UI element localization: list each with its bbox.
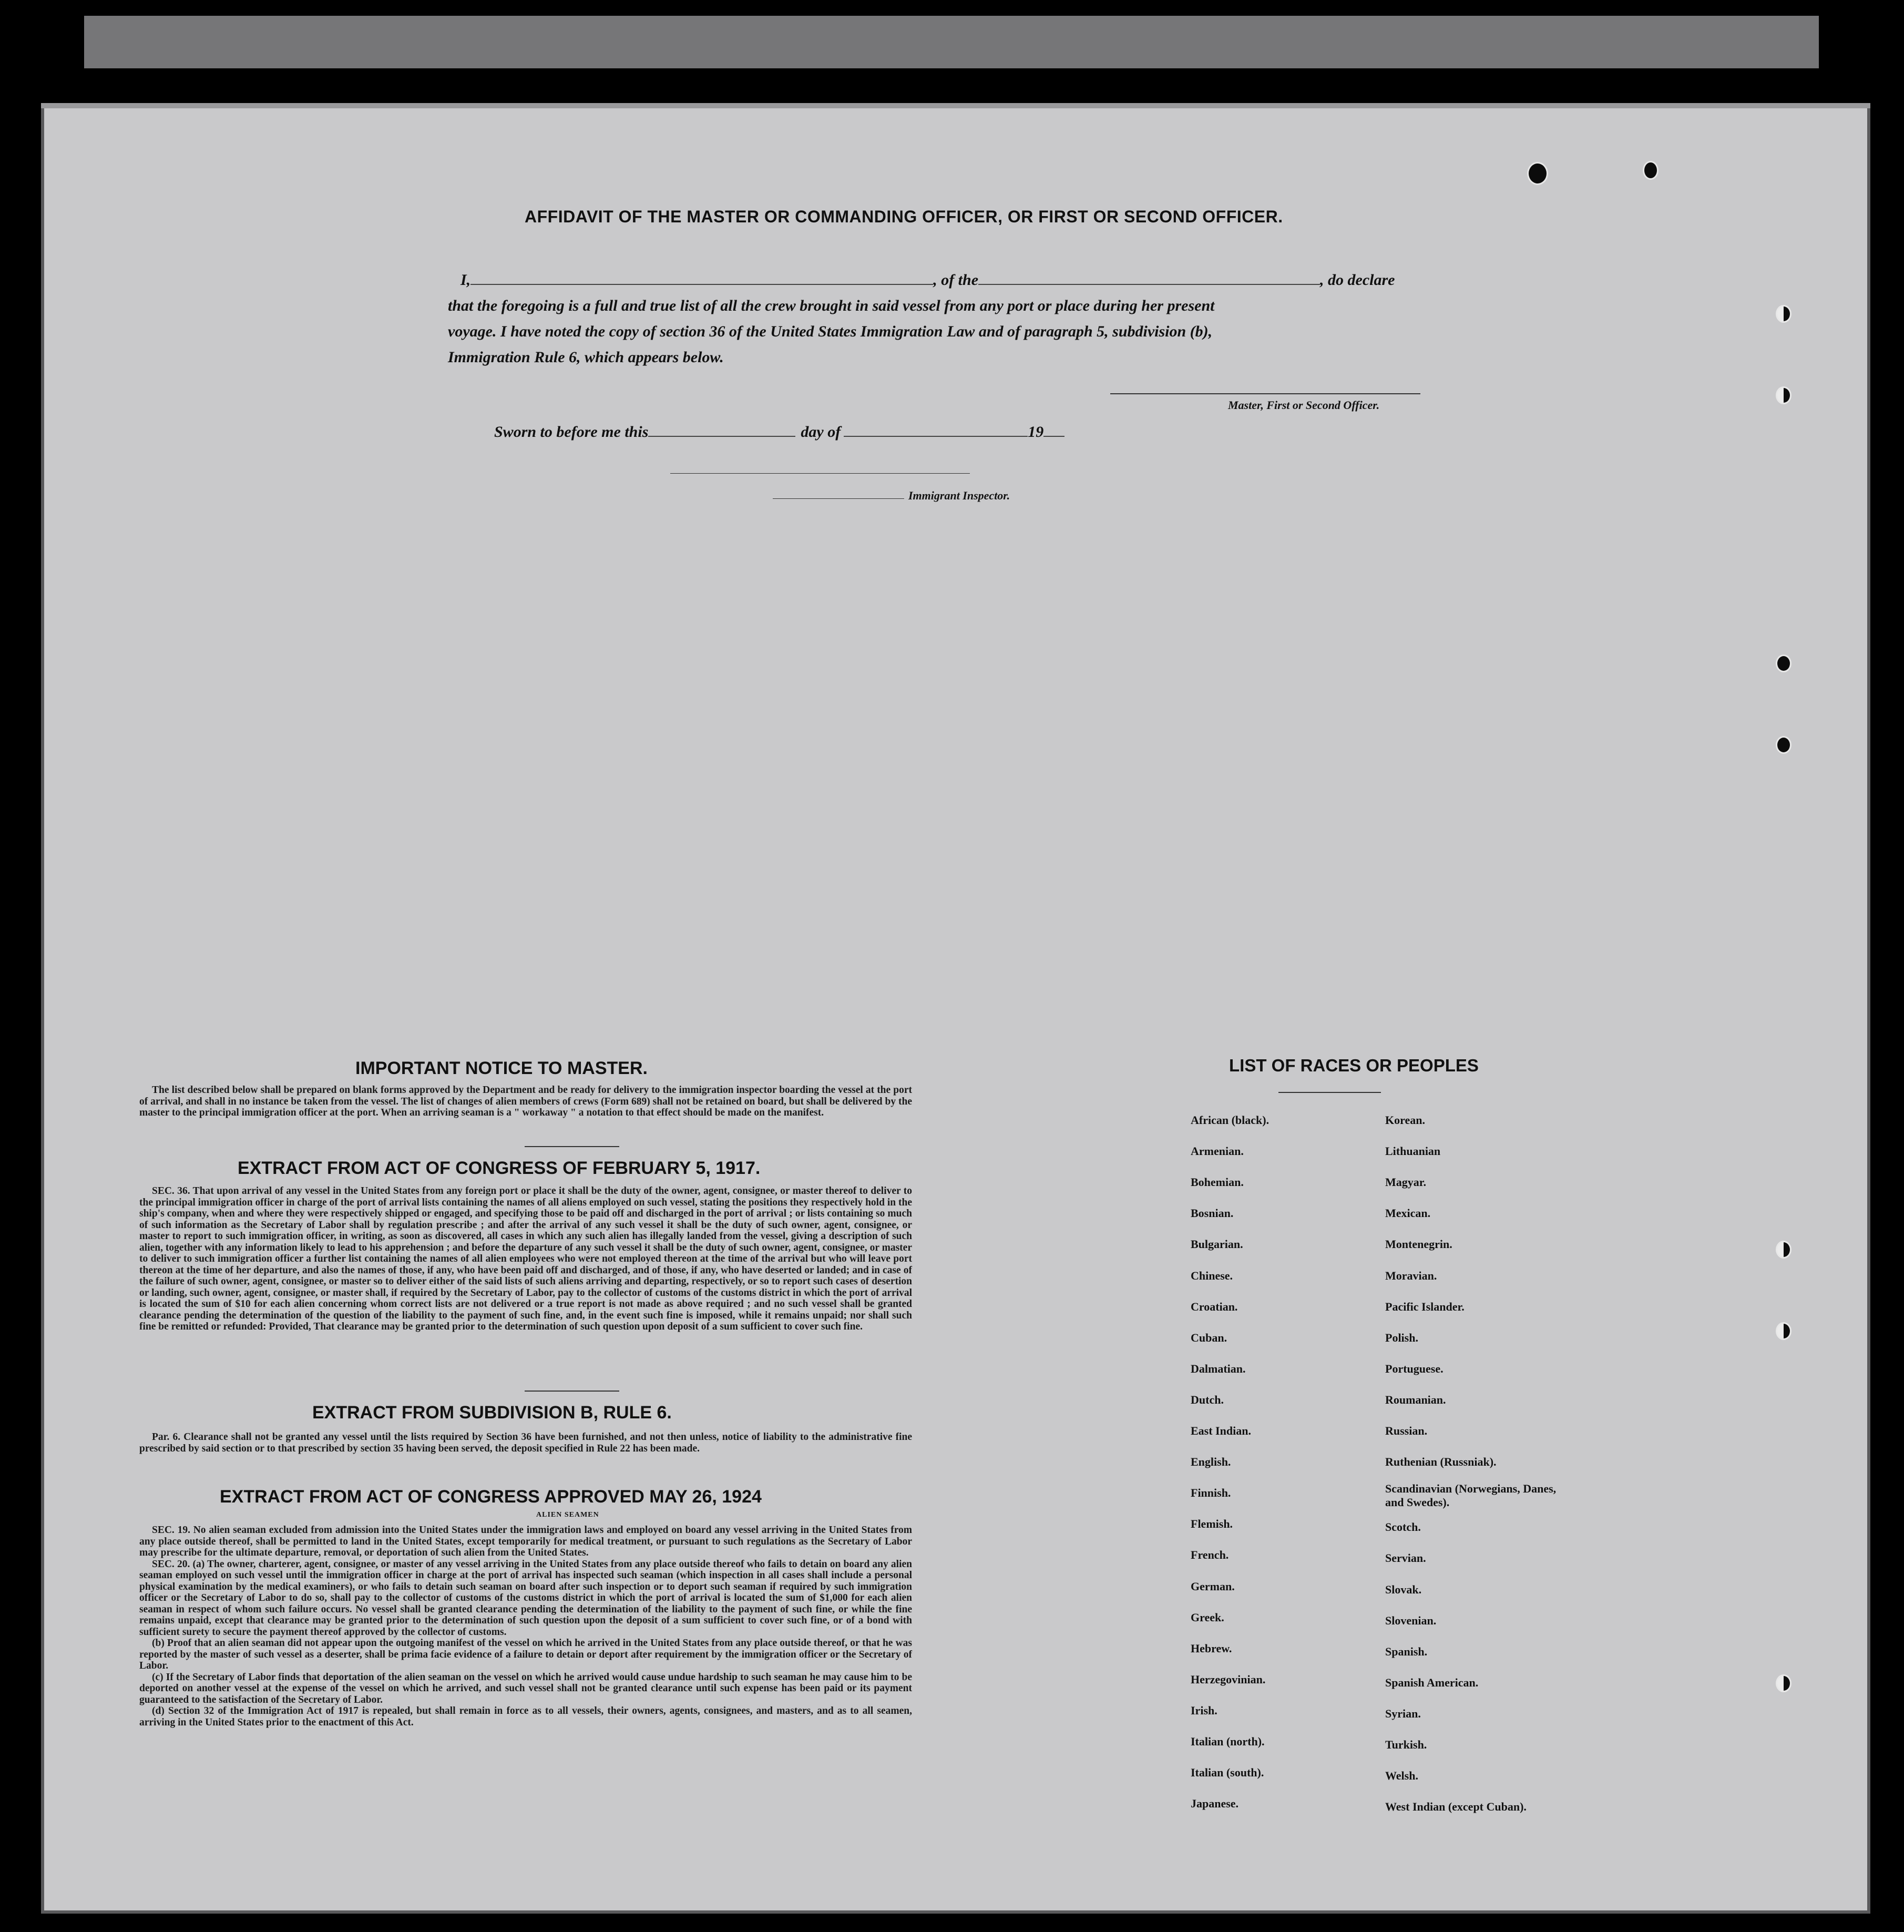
rule-6-text [139, 1432, 912, 1454]
race-item: Irish. [1191, 1703, 1217, 1717]
extract-1924-heading: EXTRACT FROM ACT OF CONGRESS APPROVED MAY 26, 1924 [220, 1487, 762, 1507]
vessel-name-field[interactable] [978, 284, 1320, 285]
race-item: Magyar. [1385, 1175, 1427, 1189]
punch-hole-icon [1776, 386, 1792, 404]
race-item: Slovak. [1385, 1582, 1422, 1596]
extract-1917-text [139, 1185, 912, 1333]
extract-1924-text [139, 1525, 912, 1728]
extract-1924-paragraph: (b) Proof that an alien seaman did not appear upon the outgoing manifest of the vessel on which he arrived in the United States from any place outside thereof, or that he was reported by the master of such vessel as a deserter, shall be prima facie evidence of a failure to detain or deport after requirement by the immigration officer or the Secretary of Labor. [139, 1638, 912, 1671]
race-item: East Indian. [1191, 1424, 1251, 1437]
extract-1924-paragraph: SEC. 20. (a) The owner, charterer, agent, consignee, or master of any vessel arriving in the United States from any place outside thereof who fails to detain on board any alien seaman employed on such vessel until the immigration officer in charge at the port of arrival has inspected such seaman (which inspection in all cases shall include a personal physical examination by the medical examiners), or who fails to detain such seaman on board after such inspection or to deport such seaman if required by such immigration officer or the Secretary of Labor to do so, shall pay to the collector of customs of the customs district in which the port of arrival is located the sum of $1,000 for each alien seaman in respect of whom such failure occurs. No vessel shall be granted clearance pending the determination of the liability to the payment of such fine, or while the fine remains unpaid, except that clearance may be granted prior to the determination of such question upon the deposit of a sum sufficient to cover such fine, or of a bond with sufficient surety to secure the payment thereof approved by the collector of customs. [139, 1558, 912, 1638]
affidavit-line-1 [460, 267, 1395, 293]
race-item: Lithuanian [1385, 1144, 1441, 1158]
race-item: Armenian. [1191, 1144, 1244, 1158]
section-divider [525, 1391, 619, 1392]
race-item: German. [1191, 1579, 1235, 1593]
extract-1924-paragraph: (d) Section 32 of the Immigration Act of 1917 is repealed, but shall remain in force as to all vessels, their owners, agents, consignees, and masters, and as to all seamen, arriving in the United States prior to the enactment of this Act. [139, 1705, 912, 1728]
inspector-signature-line[interactable] [670, 473, 970, 474]
affidavit-line-2: that the foregoing is a full and true list of all the crew brought in said vessel from any port or place during her present [448, 297, 1215, 314]
punch-hole-icon [1776, 1322, 1792, 1340]
notice-heading: IMPORTANT NOTICE TO MASTER. [355, 1058, 648, 1078]
sworn-line [494, 419, 1064, 445]
extract-1917-heading: EXTRACT FROM ACT OF CONGRESS OF FEBRUARY 5, 1917. [238, 1158, 761, 1178]
races-heading: LIST OF RACES OR PEOPLES [1229, 1056, 1479, 1075]
extract-1924-paragraph: (c) If the Secretary of Labor finds that deportation of the alien seaman on the vessel on which he arrived would cause undue hardship to such seaman he may cause him to be deported on another vessel at the expense of the vessel on which he arrived, and such vessel shall not be granted clearance until such expense has been paid or its payment guaranteed to the satisfaction of the Secretary of Labor. [139, 1671, 912, 1705]
page-top-edge [41, 103, 1870, 108]
race-item: Korean. [1385, 1113, 1425, 1127]
race-item: African (black). [1191, 1113, 1270, 1127]
sworn-day-of-label: day of [801, 423, 841, 441]
race-item: Cuban. [1191, 1331, 1227, 1344]
race-item: Syrian. [1385, 1706, 1421, 1720]
sworn-year-label: 19 [1028, 423, 1044, 441]
race-item: Dalmatian. [1191, 1362, 1246, 1375]
race-item: French. [1191, 1548, 1229, 1562]
rule-6-heading: EXTRACT FROM SUBDIVISION B, RULE 6. [312, 1403, 672, 1423]
sworn-prefix: Sworn to before me this [494, 423, 649, 441]
race-item: Pacific Islander. [1385, 1300, 1465, 1313]
race-item: Croatian. [1191, 1300, 1238, 1313]
race-item: Russian. [1385, 1424, 1428, 1437]
race-item: Mexican. [1385, 1207, 1431, 1220]
rule-6-paragraph: Par. 6. Clearance shall not be granted any vessel until the lists required by Section 36 have been furnished, and not then unless, notice of liability to the administrative fine prescribed by said section or to that prescribed by section 35 having been served, the deposit specified in Rule 22 has been made. [139, 1432, 912, 1454]
race-item: West Indian (except Cuban). [1385, 1800, 1527, 1814]
section-divider [525, 1146, 619, 1147]
tear-hole-icon [1527, 162, 1548, 185]
punch-hole-icon [1776, 655, 1792, 672]
tear-hole-icon [1643, 161, 1659, 180]
punch-hole-icon [1776, 305, 1792, 323]
race-item: Scotch. [1385, 1520, 1421, 1534]
master-signature-line[interactable] [1110, 393, 1420, 394]
race-item: Spanish. [1385, 1644, 1428, 1658]
race-item: Roumanian. [1385, 1393, 1446, 1406]
extract-1917-paragraph: SEC. 36. That upon arrival of any vessel in the United States from any foreign port or place it shall be the duty of the owner, agent, consignee, or master thereof to deliver to the principal immigration officer in charge of the port of arrival lists containing the names of all aliens employed on such vessel, stating the positions they respectively hold in the ship's company, when and where they were respectively shipped or engaged, and specifying those to be paid off and discharged in the port of arrival ; or lists containing so much of such information as the Secretary of Labor shall by regulation prescribe ; and after the arrival of any such vessel it shall be the duty of such owner, agent, consignee, or master to report to such immigration officer, in writing, as soon as discovered, all cases in which any such alien has illegally landed from the vessel, giving a description of such alien, together with any information likely to lead to his apprehension ; and before the departure of any such vessel it shall be the duty of such owner, agent, consignee, or master to deliver to such immigration officer a further list containing the names of all alien employees who were not employed thereon at the time of the arrival but who will leave port thereon at the time of her departure, and also the names of those, if any, who have been paid off and discharged, and of those, if any, who have deserted or landed; and in case of the failure of such owner, agent, consignee, or master so to deliver either of the said lists of such aliens arriving and departing, respectively, or so to report such cases of desertion or landing, such owner, agent, consignee, or master shall, if required by the Secretary of Labor, pay to the collector of customs of the customs district in which the port of arrival is located the sum of $10 for each alien concerning whom correct lists are not delivered or a true report is not made as above required ; and no such vessel shall be granted clearance pending the determination of the question of the liability to the payment of such fine, and, in the event such fine is imposed, while it remains unpaid; nor shall such fine be remitted or refunded: Provided, That clearance may be granted prior to the determination of such question upon deposit of a sum sufficient to cover such fine. [139, 1185, 912, 1332]
scan-top-band [84, 16, 1819, 68]
inspector-name-line[interactable] [773, 498, 904, 499]
race-item: Montenegrin. [1385, 1238, 1452, 1251]
notice-text [139, 1085, 912, 1119]
extract-1924-paragraph: SEC. 19. No alien seaman excluded from admission into the United States under the immigration laws and employed on board any vessel arriving in the United States from any place outside thereof, shall be permitted to land in the United States, except temporarily for medical treatment, or pursuant to such regulations as the Secretary of Labor may prescribe for the ultimate departure, removal, or deportation of such alien from the United States. [139, 1525, 912, 1558]
notice-paragraph: The list described below shall be prepared on blank forms approved by the Department and be ready for delivery to the immigration inspector boarding the vessel at the port of arrival, and shall in no instance be taken from the vessel. The list of changes of alien members of crews (Form 689) shall not be retained on board, but shall be delivered by the master to the principal immigration officer at the port. When an arriving seaman is a " workaway " a notation to that effect should be made on the manifest. [139, 1085, 912, 1118]
race-item: Flemish. [1191, 1517, 1233, 1531]
race-item: Bulgarian. [1191, 1238, 1243, 1251]
race-item: Turkish. [1385, 1738, 1427, 1751]
affidavit-i-label: I, [460, 271, 471, 289]
sworn-year-field[interactable] [1043, 436, 1064, 437]
races-divider [1278, 1092, 1381, 1093]
race-item: Bohemian. [1191, 1175, 1244, 1189]
sworn-month-field[interactable] [844, 436, 1028, 437]
race-item: Bosnian. [1191, 1207, 1234, 1220]
race-item: Moravian. [1385, 1269, 1437, 1282]
master-name-field[interactable] [470, 284, 933, 285]
race-item: Welsh. [1385, 1769, 1418, 1783]
race-item: Ruthenian (Russniak). [1385, 1455, 1497, 1469]
race-item: Scandinavian (Norwegians, Danes, and Swedes). [1385, 1482, 1557, 1509]
sworn-day-field[interactable] [648, 436, 795, 437]
punch-hole-icon [1776, 1674, 1792, 1692]
race-item: Slovenian. [1385, 1613, 1437, 1627]
punch-hole-icon [1776, 1241, 1792, 1259]
affidavit-of-the-label: , of the [933, 271, 979, 289]
extract-1924-subheading: ALIEN SEAMEN [536, 1511, 599, 1519]
race-item: Italian (north). [1191, 1735, 1265, 1748]
race-item: Herzegovinian. [1191, 1672, 1266, 1686]
race-item: Italian (south). [1191, 1766, 1264, 1780]
affidavit-title: AFFIDAVIT OF THE MASTER OR COMMANDING OFFICER, OR FIRST OR SECOND OFFICER. [525, 207, 1283, 226]
race-item: Polish. [1385, 1331, 1418, 1344]
race-item: English. [1191, 1455, 1231, 1469]
race-item: Chinese. [1191, 1269, 1233, 1282]
race-item: Finnish. [1191, 1486, 1231, 1500]
affidavit-declare-label: , do declare [1320, 271, 1395, 289]
race-item: Japanese. [1191, 1797, 1239, 1811]
race-item: Portuguese. [1385, 1362, 1444, 1375]
affidavit-line-4: Immigration Rule 6, which appears below. [448, 349, 724, 366]
race-item: Greek. [1191, 1610, 1224, 1624]
race-item: Dutch. [1191, 1393, 1224, 1406]
punch-hole-icon [1776, 736, 1792, 754]
race-item: Hebrew. [1191, 1641, 1232, 1655]
race-item: Servian. [1385, 1551, 1426, 1565]
affidavit-line-3: voyage. I have noted the copy of section 36 of the United States Immigration Law and of paragraph 5, subdivision (b), [448, 323, 1213, 340]
master-signature-caption: Master, First or Second Officer. [1228, 398, 1380, 412]
inspector-caption: Immigrant Inspector. [908, 489, 1010, 502]
race-item: Spanish American. [1385, 1675, 1479, 1689]
